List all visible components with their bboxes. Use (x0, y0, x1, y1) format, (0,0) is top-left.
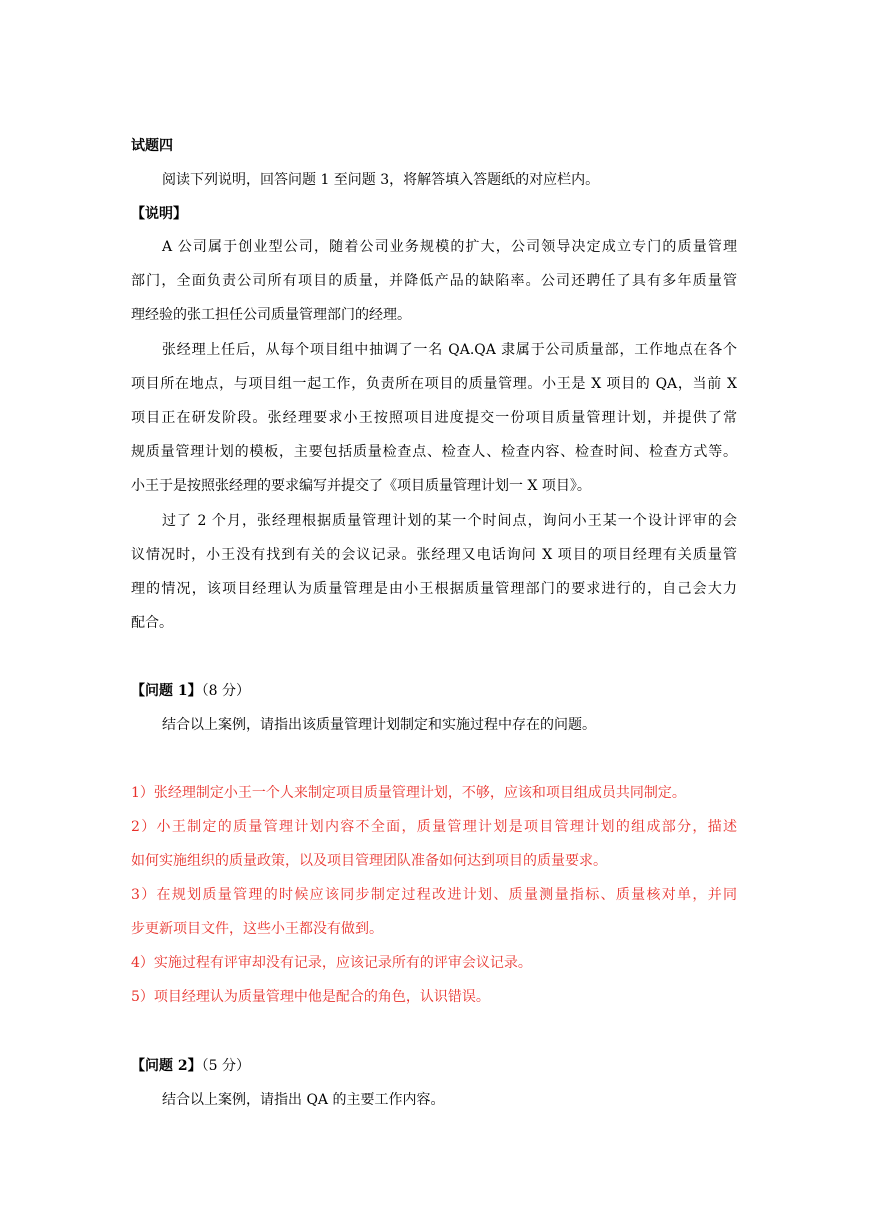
question-1-heading: 【问题 1】 (131, 683, 202, 699)
question-1-header (131, 681, 250, 701)
paragraph-line: 部门，全面负责公司所有项目的质量，并降低产品的缺陷率。公司还聘任了具有多年质量管 (131, 273, 737, 289)
paragraph-line: A 公司属于创业型公司，随着公司业务规模的扩大，公司领导决定成立专门的质量管理 (162, 239, 737, 255)
question-2-score: （5 分） (201, 1058, 250, 1074)
answer-line: 4）实施过程有评审却没有记录，应该记录所有的评审会议记录。 (131, 955, 532, 971)
question-2-heading: 【问题 2】 (131, 1058, 202, 1074)
question-1-text: 结合以上案例，请指出该质量管理计划制定和实施过程中存在的问题。 (162, 717, 596, 733)
answer-line: 如何实施组织的质量政策，以及项目管理团队准备如何达到项目的质量要求。 (131, 853, 607, 869)
paragraph-line: 过了 2 个月，张经理根据质量管理计划的某一个时间点，询问小王某一个设计评审的会 (162, 513, 737, 529)
paragraph-line: 小王于是按照张经理的要求编写并提交了《项目质量管理计划一 X 项目》。 (131, 478, 591, 494)
paragraph-line: 张经理上任后，从每个项目组中抽调了一名 QA.QA 隶属于公司质量部，工作地点在各个 (162, 342, 737, 358)
paragraph-line: 配合。 (131, 615, 173, 631)
answer-line: 步更新项目文件，这些小王都没有做到。 (131, 921, 383, 937)
description-heading: 【说明】 (131, 206, 187, 222)
answer-line: 1）张经理制定小王一个人来制定项目质量管理计划，不够，应该和项目组成员共同制定。 (131, 785, 686, 801)
question-1-score: （8 分） (201, 683, 250, 699)
question-2-header (131, 1056, 250, 1076)
intro-text: 阅读下列说明，回答问题 1 至问题 3，将解答填入答题纸的对应栏内。 (162, 172, 600, 188)
paragraph-line: 项目所在地点，与项目组一起工作，负责所在项目的质量管理。小王是 X 项目的 QA，当前 X (131, 376, 737, 392)
exam-title: 试题四 (131, 138, 173, 154)
paragraph-line: 议情况时，小王没有找到有关的会议记录。张经理又电话询问 X 项目的项目经理有关质量管 (131, 547, 737, 563)
paragraph-line: 项目正在研发阶段。张经理要求小王按照项目进度提交一份项目质量管理计划，并提供了常 (131, 410, 737, 426)
paragraph-line: 理的情况，该项目经理认为质量管理是由小王根据质量管理部门的要求进行的，自己会大力 (131, 581, 737, 597)
question-2-text: 结合以上案例，请指出 QA 的主要工作内容。 (162, 1092, 445, 1108)
paragraph-line: 理经验的张工担任公司质量管理部门的经理。 (131, 307, 411, 323)
paragraph-line: 规质量管理计划的模板，主要包括质量检查点、检查人、检查内容、检查时间、检查方式等。 (131, 444, 737, 460)
answer-line: 2）小王制定的质量管理计划内容不全面，质量管理计划是项目管理计划的组成部分，描述 (131, 819, 737, 835)
answer-line: 3）在规划质量管理的时候应该同步制定过程改进计划、质量测量指标、质量核对单，并同 (131, 887, 737, 903)
answer-line: 5）项目经理认为质量管理中他是配合的角色，认识错误。 (131, 989, 490, 1005)
